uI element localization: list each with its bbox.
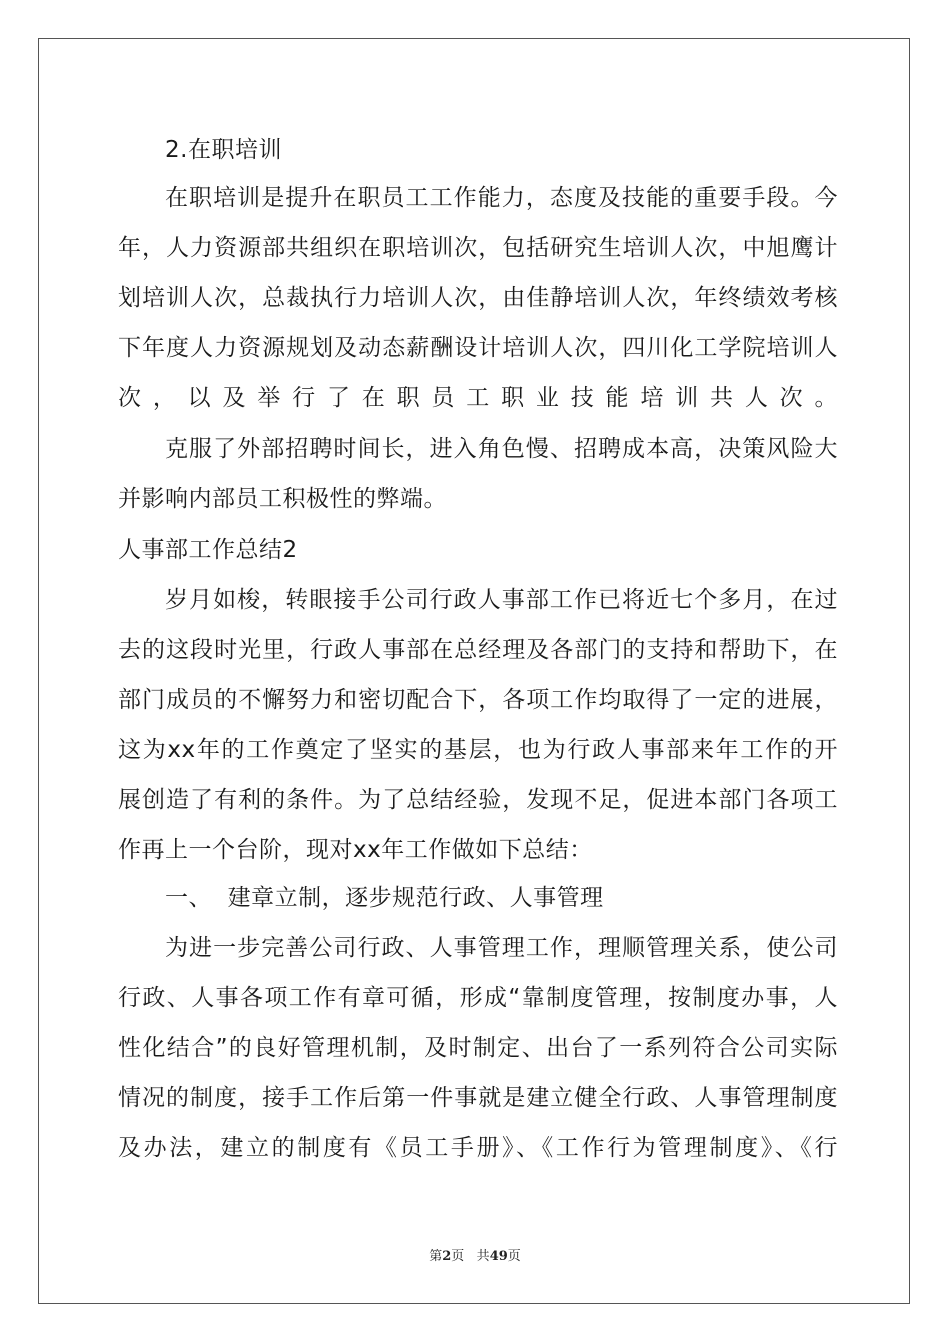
- paragraph-line: 这为xx年的工作奠定了坚实的基层，也为行政人事部来年工作的开: [118, 737, 838, 763]
- paragraph-line: 年，人力资源部共组织在职培训次，包括研究生培训人次，中旭鹰计: [118, 235, 838, 261]
- total-suffix: 页: [507, 1249, 521, 1264]
- paragraph-line: 作再上一个台阶，现对xx年工作做如下总结：: [118, 837, 593, 863]
- paragraph-line: 划培训人次，总裁执行力培训人次，由佳静培训人次，年终绩效考核: [118, 285, 838, 311]
- paragraph-line: 行政、人事各项工作有章可循，形成“靠制度管理，按制度办事，人: [118, 985, 838, 1011]
- paragraph-line: 情况的制度，接手工作后第一件事就是建立健全行政、人事管理制度: [118, 1085, 838, 1111]
- paragraph-line: 去的这段时光里，行政人事部在总经理及各部门的支持和帮助下，在: [118, 637, 838, 663]
- paragraph-line: 为进一步完善公司行政、人事管理工作，理顺管理关系，使公司: [165, 935, 838, 961]
- section-title: 人事部工作总结2: [118, 537, 298, 563]
- paragraph-line: 并影响内部员工积极性的弊端。: [118, 486, 447, 512]
- paragraph-line: 克服了外部招聘时间长，进入角色慢、招聘成本高，决策风险大: [165, 436, 838, 462]
- page-footer: [0, 1248, 950, 1266]
- page-suffix: 页: [451, 1249, 465, 1264]
- paragraph-line: 岁月如梭，转眼接手公司行政人事部工作已将近七个多月，在过: [165, 587, 838, 613]
- total-prefix: 共: [476, 1249, 490, 1264]
- page-frame: [38, 38, 910, 1304]
- subsection-heading: 一、 建章立制，逐步规范行政、人事管理: [165, 885, 604, 911]
- paragraph-line: 下年度人力资源规划及动态薪酬设计培训人次，四川化工学院培训人: [118, 335, 838, 361]
- paragraph-line: 展创造了有利的条件。为了总结经验，发现不足，促进本部门各项工: [118, 787, 838, 813]
- paragraph-line: 部门成员的不懈努力和密切配合下，各项工作均取得了一定的进展，: [118, 687, 838, 713]
- page-prefix: 第: [429, 1249, 443, 1264]
- total-pages: 49: [489, 1249, 508, 1264]
- paragraph-line: 在职培训是提升在职员工工作能力，态度及技能的重要手段。今: [165, 185, 838, 211]
- paragraph-line: 次，以及举行了在职员工职业技能培训共人次。: [118, 385, 838, 411]
- page-number: 2: [442, 1249, 452, 1264]
- paragraph-line: 性化结合”的良好管理机制，及时制定、出台了一系列符合公司实际: [118, 1035, 838, 1061]
- section-heading: 2.在职培训: [165, 137, 282, 163]
- paragraph-line: 及办法，建立的制度有《员工手册》、《工作行为管理制度》、《行: [118, 1135, 838, 1161]
